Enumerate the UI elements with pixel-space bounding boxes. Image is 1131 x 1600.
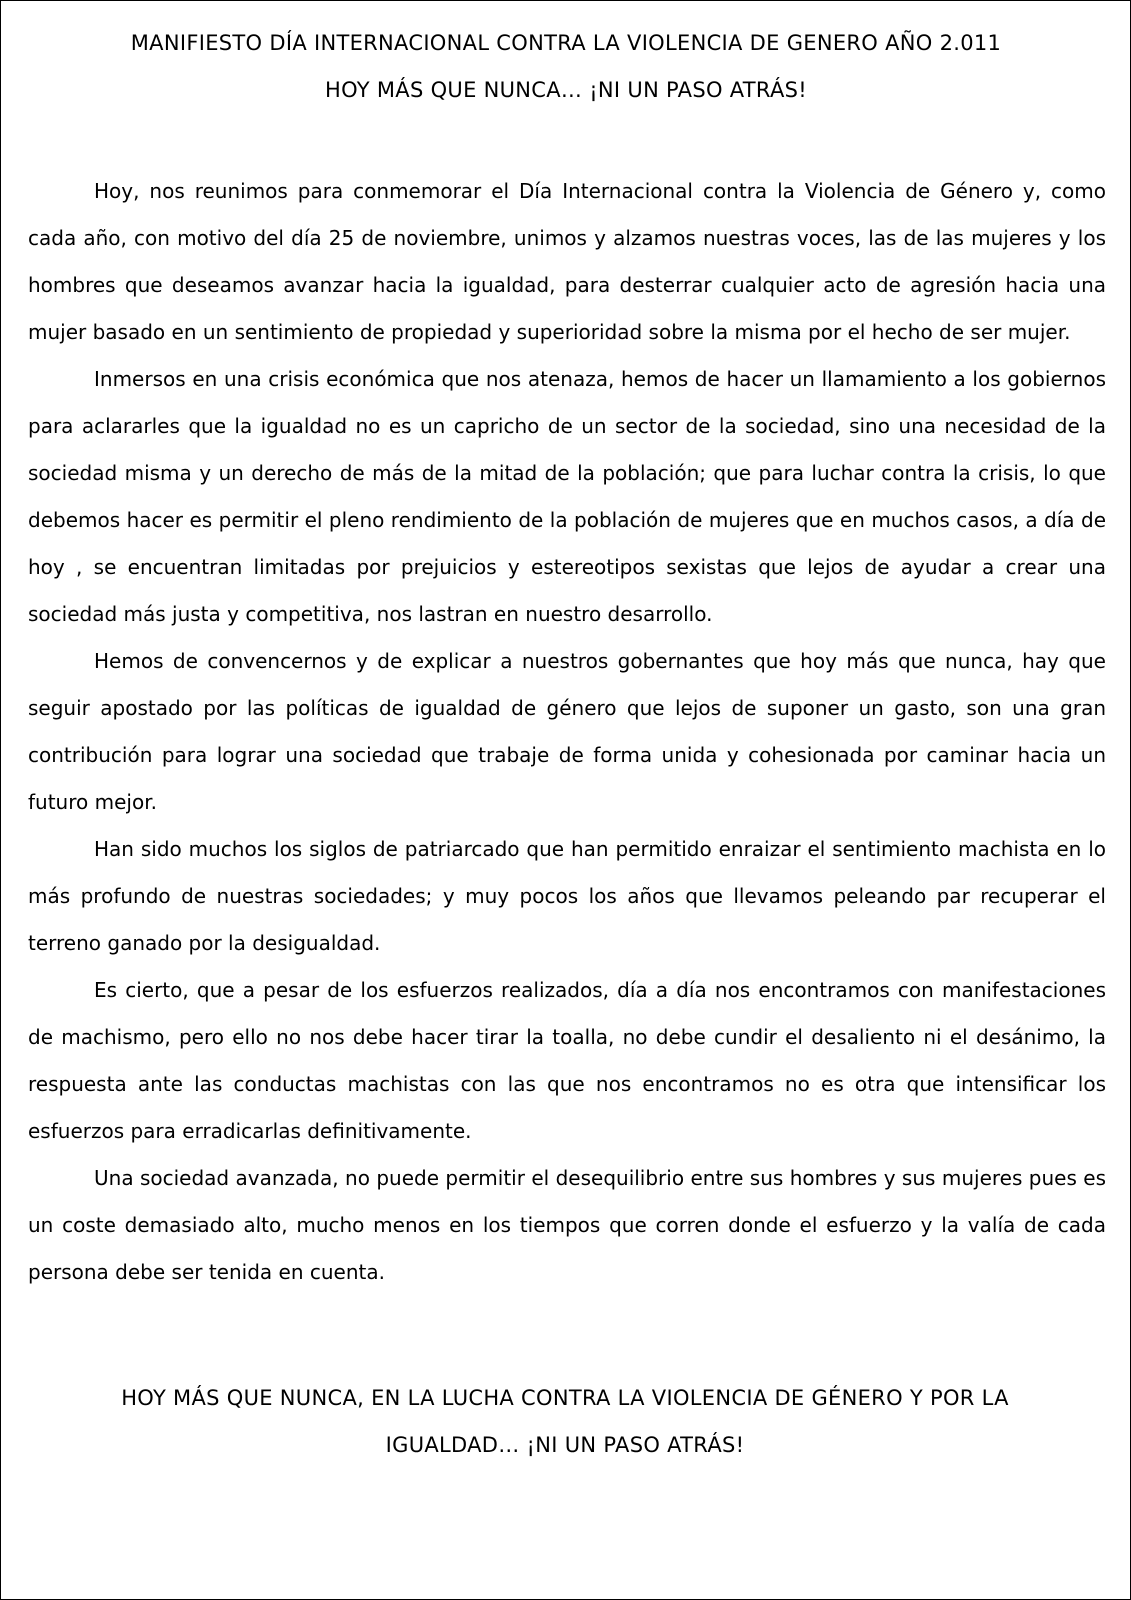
paragraph-5: Es cierto, que a pesar de los esfuerzos realizados, día a día nos encontramos con manifestaciones de machismo, pero ello no nos debe hacer tirar la toalla, no debe cundir el desaliento ni el desánimo, la respuesta ante las conductas machistas con las que nos encontramos no es otra que intensificar los esfuerzos para erradicarlas definitivamente.	[28, 978, 1106, 1143]
document-subtitle: HOY MÁS QUE NUNCA… ¡NI UN PASO ATRÁS!	[325, 78, 807, 102]
paragraph-6: Una sociedad avanzada, no puede permitir el desequilibrio entre sus hombres y sus mujeres pues es un coste demasiado alto, mucho menos en los tiempos que corren donde el esfuerzo y la valía de cada persona debe ser tenida en cuenta.	[28, 1166, 1106, 1284]
paragraph-4: Han sido muchos los siglos de patriarcado que han permitido enraizar el sentimiento machista en lo más profundo de nuestras sociedades; y muy pocos los años que llevamos peleando par recuperar el terreno ganado por la desigualdad.	[28, 837, 1106, 955]
closing-line-2: IGUALDAD… ¡NI UN PASO ATRÁS!	[385, 1433, 745, 1457]
paragraph-3: Hemos de convencernos y de explicar a nuestros gobernantes que hoy más que nunca, hay que seguir apostado por las políticas de igualdad de género que lejos de suponer un gasto, son una gran contribución para lograr una sociedad que trabaje de forma unida y cohesionada por caminar hacia un futuro mejor.	[28, 649, 1106, 814]
document-title: MANIFIESTO DÍA INTERNACIONAL CONTRA LA VIOLENCIA DE GENERO AÑO 2.011	[130, 31, 1002, 55]
closing-statement	[29, 1375, 1101, 1469]
document-body	[28, 168, 1106, 1296]
paragraph-1: Hoy, nos reunimos para conmemorar el Día Internacional contra la Violencia de Género y, como cada año, con motivo del día 25 de noviembre, unimos y alzamos nuestras voces, las de las mujeres y los hombres que deseamos avanzar hacia la igualdad, para desterrar cualquier acto de agresión hacia una mujer basado en un sentimiento de propiedad y superioridad sobre la misma por el hecho de ser mujer.	[28, 179, 1106, 344]
paragraph-2: Inmersos en una crisis económica que nos atenaza, hemos de hacer un llamamiento a los gobiernos para aclararles que la igualdad no es un capricho de un sector de la sociedad, sino una necesidad de la sociedad misma y un derecho de más de la mitad de la población; que para luchar contra la crisis, lo que debemos hacer es permitir el pleno rendimiento de la población de mujeres que en muchos casos, a día de hoy , se encuentran limitadas por prejuicios y estereotipos sexistas que lejos de ayudar a crear una sociedad más justa y competitiva, nos lastran en nuestro desarrollo.	[28, 367, 1106, 626]
closing-line-1: HOY MÁS QUE NUNCA, EN LA LUCHA CONTRA LA VIOLENCIA DE GÉNERO Y POR LA	[121, 1386, 1009, 1410]
